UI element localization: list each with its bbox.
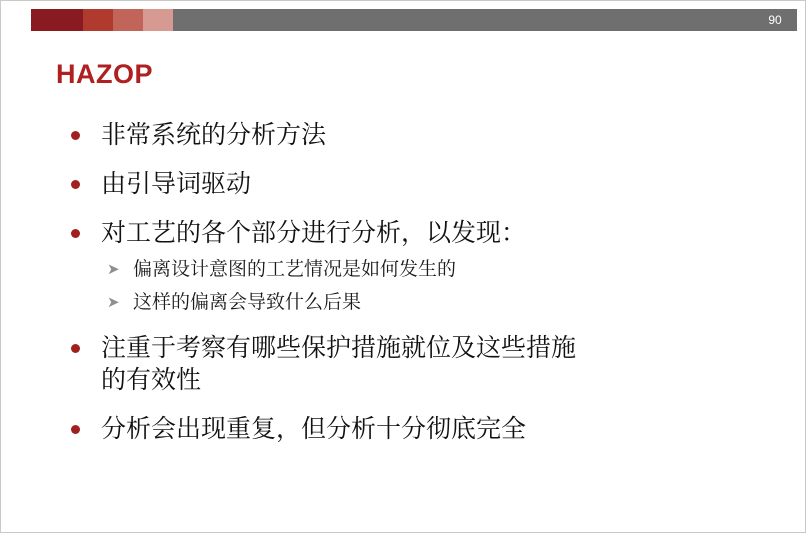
- bullet-dot-icon: [71, 344, 80, 353]
- list-item: [63, 168, 765, 200]
- band-segment-dark-red: [31, 9, 83, 31]
- sub-list-item: [101, 291, 765, 316]
- list-item: [63, 413, 765, 445]
- bullet-text: 对工艺的各个部分进行分析，以发现：: [101, 219, 527, 247]
- band-segment-mid-red: [113, 9, 143, 31]
- band-segment-gray: [173, 9, 797, 31]
- bullet-text: 由引导词驱动: [101, 170, 252, 198]
- list-item: [63, 119, 765, 151]
- chevron-right-icon: ➤: [107, 261, 120, 278]
- bullet-text: 分析会出现重复，但分析十分彻底完全: [101, 415, 527, 444]
- bullet-dot-icon: [71, 131, 80, 140]
- page-number: 90: [753, 9, 797, 31]
- band-segment-red: [83, 9, 113, 31]
- sub-list-item: [101, 258, 765, 283]
- slide-body: [63, 119, 765, 462]
- list-item: [63, 217, 765, 315]
- page-title: HAZOP: [56, 59, 153, 89]
- bullet-text-line2: 的有效性: [101, 366, 202, 395]
- chevron-right-icon: ➤: [107, 293, 120, 311]
- bullet-list: [63, 119, 765, 445]
- bullet-dot-icon: [71, 425, 80, 434]
- sub-bullet-text: 偏离设计意图的工艺情况是如何发生的: [133, 259, 457, 280]
- bullet-text: 非常系统的分析方法: [101, 121, 327, 149]
- sub-bullet-text: 这样的偏离会导致什么后果: [133, 291, 362, 313]
- band-segment-light-red: [143, 9, 173, 31]
- bullet-text: 注重于考察有哪些保护措施就位及这些措施: [101, 334, 577, 363]
- bullet-dot-icon: [71, 229, 80, 238]
- sub-bullet-list: [101, 258, 765, 315]
- bullet-dot-icon: [71, 180, 80, 189]
- list-item: [63, 332, 765, 396]
- decorative-color-band: [31, 9, 797, 31]
